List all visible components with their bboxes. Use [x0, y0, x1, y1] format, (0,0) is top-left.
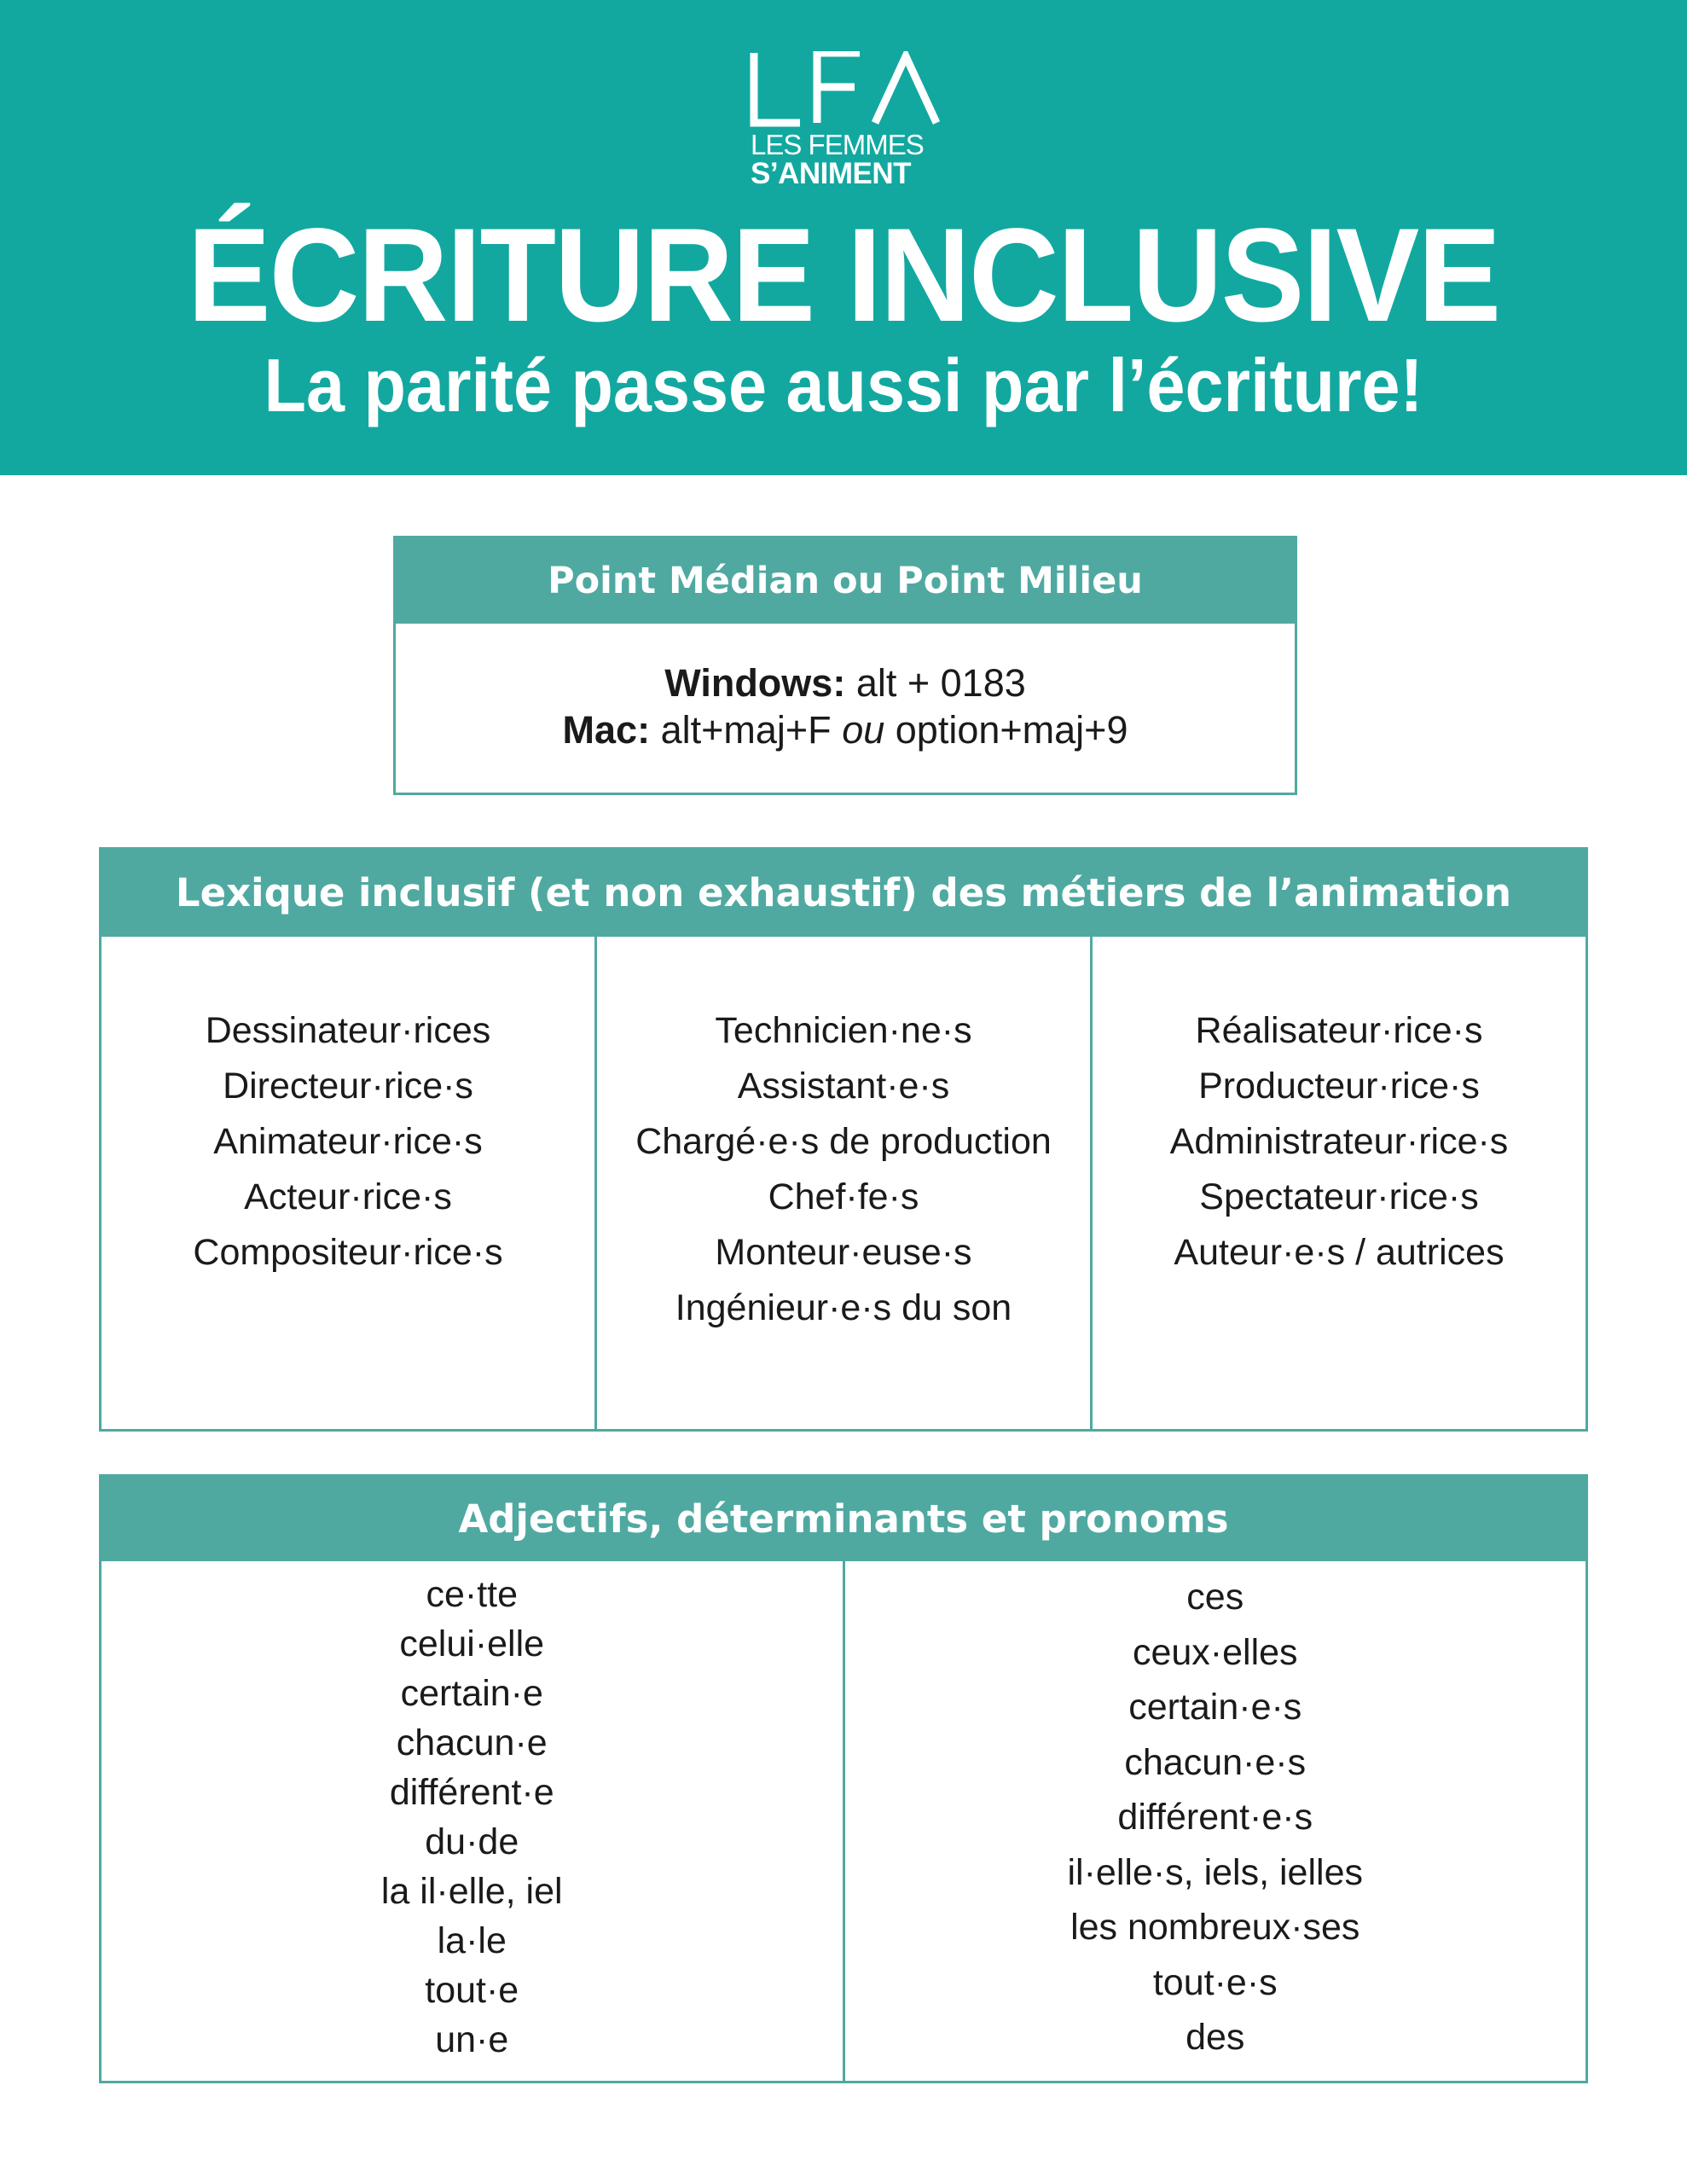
- list-item: les nombreux·ses: [1070, 1907, 1360, 1948]
- list-item: différent·e: [389, 1772, 554, 1813]
- windows-shortcut: [396, 659, 1295, 706]
- lexicon-box: [99, 847, 1588, 1432]
- grammar-columns: [101, 1561, 1586, 2081]
- mac-value-2: option+maj+9: [895, 708, 1128, 752]
- lfa-logo: [749, 51, 941, 195]
- list-item: Ingénieur·e·s du son: [675, 1287, 1012, 1328]
- lexicon-column-1: [101, 937, 594, 1429]
- list-item: Dessinateur·rices: [205, 1010, 491, 1051]
- grammar-box: [99, 1474, 1588, 2083]
- list-item: chacun·e·s: [1124, 1741, 1307, 1783]
- logo-text-les-femmes: LES FEMMES: [751, 129, 924, 160]
- lexicon-column-2: [594, 937, 1090, 1429]
- list-item: Chef·fe·s: [768, 1176, 919, 1217]
- list-item: différent·e·s: [1117, 1797, 1313, 1838]
- list-item: Auteur·e·s / autrices: [1174, 1232, 1504, 1273]
- list-item: il·elle·s, iels, ielles: [1067, 1851, 1363, 1893]
- list-item: Technicien·ne·s: [715, 1010, 972, 1051]
- list-item: Directeur·rice·s: [223, 1066, 473, 1107]
- list-item: certain·e·s: [1128, 1687, 1302, 1728]
- lexicon-columns: [101, 937, 1586, 1429]
- list-item: ce·tte: [426, 1574, 519, 1615]
- list-item: tout·e: [425, 1970, 519, 2011]
- list-item: Producteur·rice·s: [1198, 1066, 1480, 1107]
- list-item: Animateur·rice·s: [213, 1121, 483, 1162]
- mac-value-1: alt+maj+F: [660, 708, 832, 752]
- list-item: Réalisateur·rice·s: [1195, 1010, 1483, 1051]
- list-item: Monteur·euse·s: [715, 1232, 972, 1273]
- lexicon-heading: Lexique inclusif (et non exhaustif) des métiers de l’animation: [101, 850, 1586, 937]
- median-point-heading: Point Médian ou Point Milieu: [396, 538, 1295, 624]
- list-item: ceux·elles: [1132, 1631, 1298, 1673]
- mac-shortcut: [396, 706, 1295, 753]
- shortcut-list: [396, 624, 1295, 753]
- mac-or: ou: [842, 708, 885, 752]
- list-item: celui·elle: [399, 1623, 545, 1664]
- windows-label: Windows:: [664, 661, 846, 705]
- grammar-heading: Adjectifs, déterminants et pronoms: [101, 1477, 1586, 1561]
- list-item: tout·e·s: [1152, 1961, 1278, 2003]
- mac-label: Mac:: [562, 708, 651, 752]
- lexicon-column-3: [1090, 937, 1586, 1429]
- list-item: Administrateur·rice·s: [1169, 1121, 1509, 1162]
- median-point-box: [393, 536, 1297, 795]
- list-item: un·e: [435, 2019, 509, 2060]
- logo-text-s-animent: S’ANIMENT: [751, 157, 911, 190]
- page-title: ÉCRITURE INCLUSIVE: [187, 201, 1500, 350]
- list-item: Spectateur·rice·s: [1199, 1176, 1479, 1217]
- list-item: Chargé·e·s de production: [635, 1121, 1052, 1162]
- list-item: Acteur·rice·s: [244, 1176, 452, 1217]
- list-item: des: [1186, 2017, 1245, 2058]
- windows-value: alt + 0183: [855, 661, 1026, 705]
- list-item: certain·e: [400, 1673, 543, 1714]
- list-item: la·le: [437, 1920, 507, 1961]
- list-item: Assistant·e·s: [737, 1066, 950, 1107]
- list-item: la il·elle, iel: [380, 1871, 563, 1912]
- list-item: du·de: [425, 1821, 519, 1862]
- page-subtitle: La parité passe aussi par l’écriture!: [264, 343, 1423, 427]
- list-item: ces: [1186, 1577, 1244, 1618]
- grammar-column-singular: [101, 1561, 843, 2081]
- header-banner: [0, 0, 1687, 475]
- lfa-logo-mark: [749, 51, 941, 130]
- list-item: Compositeur·rice·s: [193, 1232, 503, 1273]
- grammar-column-plural: [843, 1561, 1586, 2081]
- list-item: chacun·e: [396, 1722, 548, 1763]
